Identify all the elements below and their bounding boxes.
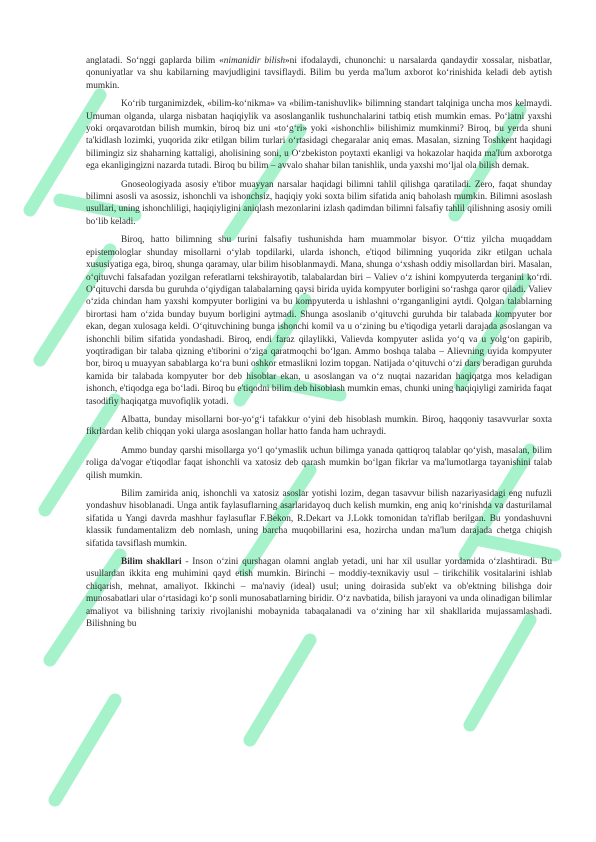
text-segment: Ammo bunday qarshi misollarga yo‘l qo‘ymaslik uchun bilimga yanada qattiqroq talablar qo‘yish, masalan, bilim roliga da'vogar e'tiqodlar faqat ishonchli va xatosiz deb qarash mumkin bo‘lgan fikrlar va ma'lumotlarga tayanishini talab qilish mumkin. [86,445,552,481]
paragraph [86,414,552,439]
text-segment: Albatta, bunday misollarni bor-yo‘g‘i tafakkur o‘yini deb hisoblash mumkin. Biroq, haqqoniy tasavvurlar soxta fikrlardan kelib chiqqan yoki ularga asoslangan hollar hatto fanda ham uchraydi. [86,414,552,438]
text-segment: Biroq, hatto bilimning shu turini falsafiy tushunishda ham muammolar bisyor. O‘ttiz yilcha muqaddam epistemologlar shunday misollarni o‘ylab topdilarki, ularda ishonch, e'tiqod bilimning yuqorida zikr etilgan uchala xususiyatiga ega, biroq, shunga qaramay, ular bilim hisoblanmaydi. Mana, shunga o‘xshash oddiy misollardan biri. Masalan, o‘qituvchi falsafadan yozilgan referatlarni tekshirayotib, talabalardan biri – Valiev o‘z ishini kompyuterda terganini ko‘rdi. O‘qituvchi darsda bu guruhda o‘qiydigan talabalarning qaysi birida uyida kompyuter borligini so‘rashga qaror qiladi. Valiev o‘zida chindan ham yaxshi kompyuter borligini va bu kompyuterda u ishlashni o‘rganganligini aytdi. Qolgan talablarning birortasi ham o‘zida bunday buyum borligini aytmadi. Shunga asoslanib o‘qituvchi guruhda bir talabada kompyuter bor ekan, degan xulosaga keldi. O‘qituvchining bunga ishonchi komil va u o‘zining bu e'tiqodiga yetarli darajada asoslangan va ishonchli bilim sifatida yondashadi. Biroq, endi faraz qilaylikki, Valievda kompyuter aslida yo‘q va u yolg‘on gapirib, yoqtiradigan bir talaba qizning e'tiborini o‘ziga qaratmoqchi bo‘lgan. Ammo boshqa talaba – Alievning uyida kompyuter bor, biroq u muayyan sabablarga ko‘ra buni oshkor etmaslikni lozim topgan. Natijada o‘qituvchi o‘zi dars beradigan guruhda kamida bir talabada kompyuter bor deb hisoblar ekan, u asoslangan va o‘z nuqtai nazaridan haqiqatga mos keladigan ishonch, e'tiqodga ega bo‘ladi. Biroq bu e'tiqodni bilim deb hisoblash mumkin emas, chunki uning haqiqiyligi zamirida faqat tasodifiy haqiqatga muvofiqlik yotadi. [86,235,552,407]
text-segment: »ni ifodalaydi, chunonchi: u narsalarda qandaydir xossalar, nisbatlar, qonuniyatlar va shu kabilarning mavjudligini tavsiflaydi. Bilim bu yerda ma'lum axborot ko‘rinishida keladi deb aytish mumkin. [86,56,552,91]
term-heading: Bilim shakllari [121,557,182,568]
text-segment: Ko‘rib turganimizdek, «bilim-ko‘nikma» va «bilim-tanishuvlik» bilimning standart talqiniga uncha mos kelmaydi. Umuman olganda, ularga nisbatan haqiqiylik va asoslanganlik tushunchalarini tatbiq etish mumkin emas. Po‘latni yaxshi yoki orqavarotdan bilish mumkin, biroq biz uni «to‘g‘ri» yoki «ishonchli» bilishimiz mumkinmi? Biroq, bu yerda shuni ta'kidlash lozimki, yuqorida zikr etilgan bilim turlari o‘rtasidagi chegaralar aniq emas. Masalan, sizning Toshkent haqidagi bilimingiz siz shaharning kattaligi, aholisining soni, u O‘zbekiston poytaxti ekanligi va hokazolar haqida ma'lum axborotga ega ekanligingizni nazarda tutadi. Biroq bu bilim – avvalo shahar bilan tanishlik, unda yaxshi mo‘ljal ola bilish demak. [86,99,552,172]
text-segment: anglatadi. So‘nggi gaplarda bilim « [86,56,224,66]
paragraph [86,445,552,482]
text-segment: - Inson o‘zini qurshagan olamni anglab yetadi, uni har xil usullar yordamida o‘zlashtiradi. Bu usullardan ikkita eng muhimini qayd etish mumkin. Birinchi – moddiy-texnikaviy usul – tirikchilik vositalarini ishlab chiqarish, mehnat, amaliyot. Ikkinchi – ma'naviy (ideal) usul; uning doirasida sub'ekt va ob'ektning bilishga doir munosabatlari ular o‘rtasidagi ko‘p sonli munosabatlarning biridir. O‘z navbatida, bilish jarayoni va unda olinadigan bilimlar amaliyot va bilishning tarixiy rivojlanishi mobaynida tabaqalanadi va o‘zining har xil shakllarida mujassamlashadi. Bilishning bu [86,557,552,630]
paragraph [86,556,552,630]
paragraph [86,234,552,408]
paragraph [86,488,552,550]
text-segment: Gnoseologiyada asosiy e'tibor muayyan narsalar haqidagi bilimni tahlil qilishga qaratiladi. Zero, faqat shunday bilimni asosli va asossiz, ishonchli va ishonchsiz, haqiqiy yoki soxta bilim sifatida aniq baholash mumkin. Bilimni asoslash usullari, uning ishonchliligi, haqiqiyligini aniqlash mezonlarini izlash qadimdan bilimni falsafiy tahlil qilishning asosiy omili bo‘lib keladi. [86,179,552,227]
emphasis-text: nimanidir bilish [223,56,286,66]
watermark-stroke [250,640,310,740]
text-segment: Bilim zamirida aniq, ishonchli va xatosiz asoslar yotishi lozim, degan tasavvur bilish nazariyasidagi eng nufuzli yondashuv hisoblanadi. Unga antik faylasuflarning asarlaridayoq duch kelish mumkin, eng aniq ko‘rinishda va dasturilamal sifatida u Yangi davrda mashhur faylasuflar F.Bekon, R.Dekart va J.Lokk tomonidan ta'riflab berilgan. Bu yondashuvni klassik fundamentalizm deb nomlash, uning barcha muqobillarini esa, hozircha undan ma'lum darajada chetga chiqish sifatida tavsiflash mumkin. [86,489,552,549]
watermark-stroke [55,700,115,800]
paragraph [86,179,552,229]
page-body [86,55,552,636]
paragraph [86,98,552,172]
paragraph [86,55,552,92]
